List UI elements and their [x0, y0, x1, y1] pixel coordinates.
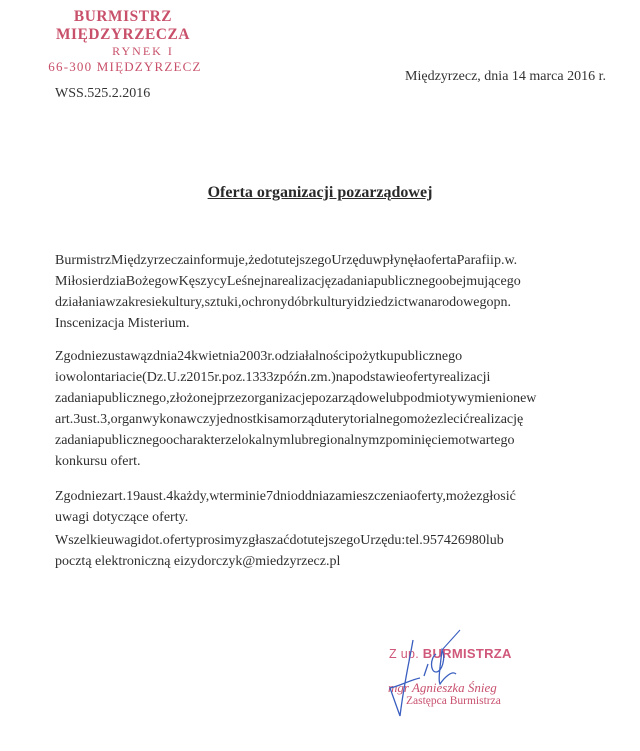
word: z — [180, 370, 187, 385]
word: dni — [273, 489, 291, 504]
word: Zgodnie — [55, 349, 102, 364]
word: tutejszego — [303, 533, 361, 548]
word: każdy, — [173, 489, 210, 504]
word: dziedzictwa — [357, 295, 425, 310]
paragraph-offer-info — [55, 250, 606, 334]
word: w — [168, 274, 179, 289]
word: zadania — [331, 274, 374, 289]
word: z — [101, 349, 108, 364]
word: pożytku — [348, 349, 394, 364]
text-line — [55, 271, 606, 292]
word: (Dz. — [142, 370, 167, 385]
word: otwartego — [458, 433, 515, 448]
place-and-date: Międzyrzecz, dnia 14 marca 2016 r. — [405, 69, 606, 84]
word: 2003 — [239, 349, 268, 364]
stamp-line-office: BURMISTRZ MIĘDZYRZECZA — [55, 8, 191, 43]
word: oferty — [405, 370, 440, 385]
handwritten-signature-icon — [380, 628, 500, 728]
office-stamp — [18, 8, 228, 75]
text-line — [55, 388, 606, 409]
word: może — [445, 489, 477, 504]
word: regionalnym — [308, 433, 380, 448]
word: zadania — [55, 391, 98, 406]
word: zgłosić — [476, 489, 516, 504]
word: o — [166, 433, 174, 448]
word: w — [209, 489, 220, 504]
word: z — [273, 370, 280, 385]
word: 2015 — [186, 370, 215, 385]
word: że — [248, 253, 261, 268]
word: zm.) — [310, 370, 336, 385]
word: wolontariacie — [65, 370, 143, 385]
word: dot. — [141, 533, 163, 548]
text-line: uwagi dotyczące oferty. — [55, 510, 189, 525]
word: pozarządowe — [311, 391, 386, 406]
word: 95 — [422, 533, 437, 548]
word: podmioty — [403, 391, 458, 406]
word: ust. — [146, 489, 167, 504]
word: na — [335, 370, 349, 385]
word: ustawą — [107, 349, 147, 364]
word: zakresie — [115, 295, 162, 310]
word: dnia — [304, 489, 330, 504]
word: organ — [110, 412, 143, 427]
word: wykonawczy — [142, 412, 217, 427]
word: o — [58, 370, 66, 385]
word: publicznego — [393, 349, 463, 364]
word: może — [406, 412, 437, 427]
word: realizację — [277, 274, 332, 289]
word: lokalnym — [237, 433, 291, 448]
word: 7 — [266, 489, 274, 504]
word: kultury — [313, 295, 354, 310]
text-line — [55, 409, 606, 430]
word: do — [260, 253, 275, 268]
text-line: Inscenizacja Misterium. — [55, 316, 190, 331]
word: przez — [217, 391, 248, 406]
word: Zgodnie — [55, 489, 102, 504]
text-line — [55, 346, 606, 367]
word: art. — [107, 489, 127, 504]
text-line — [55, 486, 606, 507]
contact-email-line: pocztą elektroniczną eizydorczyk@miedzyrzecz.pl — [55, 554, 341, 569]
word: p.w. — [493, 253, 518, 268]
text-line — [55, 430, 606, 451]
paragraph-legal-basis — [55, 346, 606, 472]
reference-number: WSS.525.2.2016 — [55, 86, 151, 101]
paragraph-contact — [55, 530, 606, 572]
word: charakterze — [173, 433, 238, 448]
word: publicznego — [373, 274, 443, 289]
word: uwagi — [107, 533, 142, 548]
word: dóbr — [287, 295, 314, 310]
word: wymienione — [457, 391, 527, 406]
word: obejmującego — [442, 274, 521, 289]
word: 24 — [177, 349, 192, 364]
word: tutejszego — [274, 253, 332, 268]
word: tel. — [405, 533, 423, 548]
signature-office: BURMISTRZA — [422, 646, 512, 661]
word: Urzędu: — [360, 533, 406, 548]
word: ust. — [80, 412, 101, 427]
word: zlecić — [436, 412, 470, 427]
signatory-role: Zastępca Burmistrza — [406, 695, 501, 707]
word: Miłosierdzia — [55, 274, 126, 289]
stamp-line-city: 66-300 MIĘDZYRZECZ — [48, 59, 202, 74]
word: Międzyrzecza — [111, 253, 190, 268]
word: terminie — [219, 489, 267, 504]
word: zadania — [55, 433, 98, 448]
word: jednostki — [216, 412, 268, 427]
word: kultury, — [161, 295, 205, 310]
word: od — [290, 489, 305, 504]
word: w — [526, 391, 537, 406]
word: z — [146, 349, 153, 364]
word: i — [55, 370, 59, 385]
word: i — [353, 295, 358, 310]
word: ochrony — [241, 295, 288, 310]
word: U. — [166, 370, 181, 385]
signature-block — [380, 640, 560, 750]
word: 19a — [126, 489, 147, 504]
word: 3 — [73, 412, 81, 427]
stamp-line-street: RYNEK I — [112, 44, 174, 58]
word: samorządu — [267, 412, 329, 427]
paragraph-comment-period — [55, 486, 606, 528]
word: publicznego — [97, 433, 167, 448]
word: lub — [385, 391, 404, 406]
word: 7426980 — [436, 533, 486, 548]
word: o — [274, 349, 282, 364]
signatory-name: mgr Agnieszka Śnieg — [388, 680, 497, 695]
word: 4 — [166, 489, 174, 504]
word: 1333 — [245, 370, 274, 385]
word: Urzędu — [331, 253, 373, 268]
signature-prefix: Z up. — [389, 647, 419, 661]
word: publicznego, — [97, 391, 170, 406]
text-line — [55, 530, 606, 551]
word: poz. — [221, 370, 246, 385]
word: późn. — [279, 370, 311, 385]
word: narodowego — [424, 295, 494, 310]
word: lub — [290, 433, 309, 448]
word: podstawie — [348, 370, 406, 385]
word: złożonej — [169, 391, 218, 406]
word: oferty, — [409, 489, 446, 504]
word: z — [379, 433, 386, 448]
word: Leśnej — [226, 274, 265, 289]
word: prosimy — [196, 533, 243, 548]
word: pn. — [493, 295, 511, 310]
word: informuje, — [189, 253, 249, 268]
text-line — [55, 292, 606, 313]
word: do — [289, 533, 304, 548]
word: r. — [214, 370, 222, 385]
word: z — [101, 489, 108, 504]
word: działalności — [281, 349, 349, 364]
word: wpłynęła — [372, 253, 424, 268]
word: Bożego — [125, 274, 169, 289]
word: terytorialnego — [328, 412, 407, 427]
word: sztuki, — [204, 295, 242, 310]
word: lub — [485, 533, 504, 548]
text-line — [55, 367, 606, 388]
word: oferta — [423, 253, 457, 268]
word: dnia — [152, 349, 178, 364]
word: Burmistrz — [55, 253, 111, 268]
word: pominięciem — [385, 433, 459, 448]
text-line: konkursu ofert. — [55, 454, 141, 469]
word: Wszelkie — [55, 533, 108, 548]
word: realizacji — [439, 370, 491, 385]
word: w — [105, 295, 116, 310]
word: kwietnia — [191, 349, 240, 364]
word: na — [264, 274, 278, 289]
text-line — [55, 250, 606, 271]
word: zgłaszać — [242, 533, 290, 548]
word: organizacje — [247, 391, 312, 406]
document-title: Oferta organizacji pozarządowej — [207, 184, 433, 201]
word: 3, — [100, 412, 111, 427]
word: oferty — [162, 533, 197, 548]
word: r. — [267, 349, 275, 364]
word: realizację — [469, 412, 524, 427]
word: Parafii — [456, 253, 494, 268]
word: zamieszczenia — [329, 489, 410, 504]
word: art. — [55, 412, 74, 427]
word: Kęszycy — [178, 274, 227, 289]
word: działania — [55, 295, 106, 310]
